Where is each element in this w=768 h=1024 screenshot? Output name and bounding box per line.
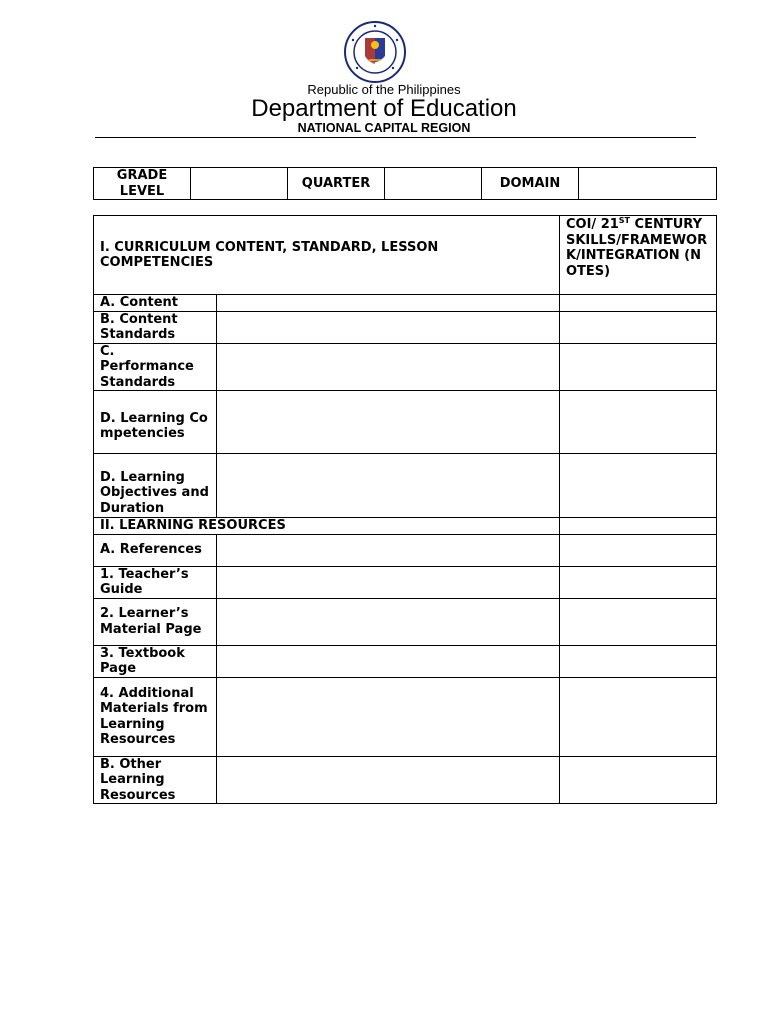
row-label-teachers-guide: 1. Teacher’s Guide <box>94 566 217 598</box>
deped-seal-logo <box>341 20 409 84</box>
learners-material-notes-cell[interactable] <box>560 598 717 645</box>
textbook-page-notes-cell[interactable] <box>560 645 717 677</box>
row-label-content: A. Content <box>94 295 217 312</box>
textbook-page-cell[interactable] <box>217 645 560 677</box>
notes-header-post: CENTURY SKILLS/FRAMEWORK/INTEGRATION (NOTES) <box>566 217 708 279</box>
info-table <box>93 167 717 200</box>
row-label-performance-standards: C. Performance Standards <box>94 343 217 391</box>
quarter-label: QUARTER <box>288 168 385 200</box>
row-label-learning-competencies: D. Learning Competencies <box>94 391 217 454</box>
header-divider <box>95 137 696 138</box>
section2-title: II. LEARNING RESOURCES <box>94 518 560 535</box>
notes-header-sup: ST <box>618 216 631 225</box>
grade-level-field[interactable] <box>191 168 288 200</box>
references-notes-cell[interactable] <box>560 534 717 566</box>
quarter-field[interactable] <box>385 168 482 200</box>
lesson-plan-table <box>93 215 717 804</box>
content-notes-cell[interactable] <box>560 295 717 312</box>
region-line: NATIONAL CAPITAL REGION <box>297 121 471 135</box>
domain-label: DOMAIN <box>482 168 579 200</box>
row-label-other-resources: B. Other Learning Resources <box>94 756 217 804</box>
teachers-guide-notes-cell[interactable] <box>560 566 717 598</box>
section1-title: I. CURRICULUM CONTENT, STANDARD, LESSON COMPETENCIES <box>94 216 560 295</box>
content-standards-notes-cell[interactable] <box>560 311 717 343</box>
domain-field[interactable] <box>579 168 717 200</box>
content-standards-cell[interactable] <box>217 311 560 343</box>
other-resources-notes-cell[interactable] <box>560 756 717 804</box>
performance-standards-notes-cell[interactable] <box>560 343 717 391</box>
performance-standards-cell[interactable] <box>217 343 560 391</box>
row-label-textbook-page: 3. Textbook Page <box>94 645 217 677</box>
republic-line: Republic of the Philippines <box>307 82 461 97</box>
grade-level-label: GRADE LEVEL <box>94 168 191 200</box>
learning-objectives-cell[interactable] <box>217 454 560 518</box>
row-label-learning-objectives: D. Learning Objectives and Duration <box>94 454 217 518</box>
learning-competencies-notes-cell[interactable] <box>560 391 717 454</box>
row-label-references: A. References <box>94 534 217 566</box>
other-resources-cell[interactable] <box>217 756 560 804</box>
teachers-guide-cell[interactable] <box>217 566 560 598</box>
additional-materials-notes-cell[interactable] <box>560 677 717 756</box>
learning-objectives-notes-cell[interactable] <box>560 454 717 518</box>
department-title: Department of Education <box>251 95 517 122</box>
learning-competencies-cell[interactable] <box>217 391 560 454</box>
notes-header-pre: COI/ 21 <box>566 217 619 232</box>
row-label-learners-material: 2. Learner’s Material Page <box>94 598 217 645</box>
additional-materials-cell[interactable] <box>217 677 560 756</box>
notes-header <box>560 216 717 295</box>
content-cell[interactable] <box>217 295 560 312</box>
section2-notes-cell[interactable] <box>560 518 717 535</box>
references-cell[interactable] <box>217 534 560 566</box>
row-label-additional-materials: 4. Additional Materials from Learning Resources <box>94 677 217 756</box>
learners-material-cell[interactable] <box>217 598 560 645</box>
row-label-content-standards: B. Content Standards <box>94 311 217 343</box>
